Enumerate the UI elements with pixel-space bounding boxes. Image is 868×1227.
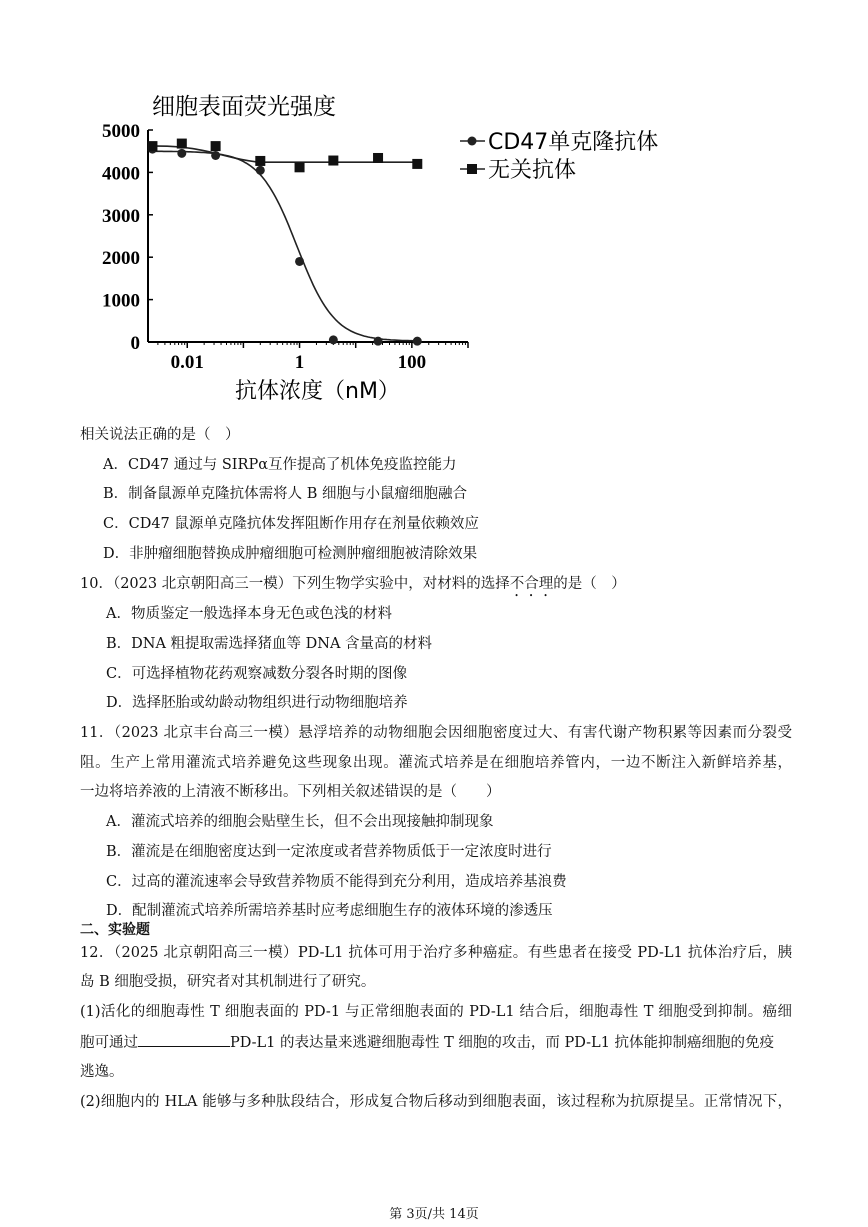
x-tick-label: 0.01 [170, 352, 204, 373]
x-tick-label: 100 [397, 352, 427, 373]
control-point [255, 156, 265, 166]
cd47-point [295, 257, 304, 266]
legend-label: CD47单克隆抗体 [488, 130, 659, 155]
q11-option-c: C．过高的灌流速率会导致营养物质不能得到充分利用，造成培养基浪费 [106, 874, 567, 890]
control-point [328, 156, 338, 166]
answer-blank[interactable] [138, 1032, 230, 1047]
q12-part1-line-3: 逃逸。 [80, 1064, 124, 1080]
q10-option-b: B．DNA 粗提取需选择猪血等 DNA 含量高的材料 [106, 636, 433, 652]
y-tick-label: 1000 [102, 290, 140, 312]
q12-part2-line-1: (2)细胞内的 HLA 能够与多种肽段结合，形成复合物后移动到细胞表面，该过程称为抗原提呈。正常情况下， [80, 1094, 792, 1110]
q12-line-2: 岛 B 细胞受损，研究者对其机制进行了研究。 [80, 974, 376, 990]
control-point [412, 159, 422, 169]
cd47-point [256, 166, 265, 175]
legend-square-marker [467, 164, 477, 174]
y-tick-label: 5000 [102, 121, 140, 142]
q12-part1-post: PD-L1 的表达量来逃避细胞毒性 T 细胞的攻击，而 PD-L1 抗体能抑制癌细胞的免疫 [230, 1035, 775, 1051]
chart-title: 细胞表面荧光强度 [152, 94, 336, 120]
cd47-point [329, 335, 338, 344]
q10-option-a: A．物质鉴定一般选择本身无色或色浅的材料 [106, 606, 392, 622]
chart-legend [460, 130, 658, 183]
chart-series [147, 139, 422, 346]
control-point [373, 153, 383, 163]
cd47-point [413, 337, 422, 346]
q11-option-a: A．灌流式培养的细胞会贴壁生长，但不会出现接触抑制现象 [106, 814, 494, 830]
q12-line-1: 12．（2025 北京朝阳高三一模）PD-L1 抗体可用于治疗多种癌症。有些患者在接受 PD-L1 抗体治疗后，胰 [80, 945, 792, 961]
q9-option-d: D．非肿瘤细胞替换成肿瘤细胞可检测肿瘤细胞被清除效果 [103, 546, 478, 562]
q11-line-3: 一边将培养液的上清液不断移出。下列相关叙述错误的是（ ） [80, 784, 501, 800]
y-tick-label: 0 [130, 333, 140, 354]
x-tick-label: 1 [294, 352, 305, 373]
control-point [147, 141, 157, 151]
section-heading: 二、实验题 [80, 922, 150, 938]
y-tick-label: 3000 [102, 205, 140, 227]
q9-option-c: C．CD47 鼠源单克隆抗体发挥阻断作用存在剂量依赖效应 [103, 516, 479, 532]
y-tick-label: 4000 [102, 163, 140, 185]
q11-option-b: B．灌流是在细胞密度达到一定浓度或者营养物质低于一定浓度时进行 [106, 844, 552, 860]
q10-stem-post: 的是（ ） [553, 576, 626, 592]
y-axis-ticks [102, 121, 153, 354]
q9-option-b: B．制备鼠源单克隆抗体需将人 B 细胞与小鼠瘤细胞融合 [103, 486, 468, 502]
q10-stem-pre: 10．（2023 北京朝阳高三一模）下列生物学实验中，对材料的选择 [80, 576, 510, 592]
q9-option-a: A．CD47 通过与 SIRPα互作提高了机体免疫监控能力 [103, 457, 457, 473]
cd47-point [374, 337, 383, 346]
cd47-point [177, 149, 186, 158]
fluorescence-chart [80, 80, 690, 410]
q10-option-d: D．选择胚胎或幼龄动物组织进行动物细胞培养 [106, 695, 408, 711]
q10-option-c: C．可选择植物花药观察减数分裂各时期的图像 [106, 666, 408, 682]
y-tick-label: 2000 [102, 248, 140, 270]
q12-part1-pre: 胞可通过 [80, 1035, 138, 1051]
q11-option-d: D．配制灌流式培养所需培养基时应考虑细胞生存的液体环境的渗透压 [106, 903, 553, 919]
q12-part1-line-2 [80, 1032, 774, 1053]
x-axis-ticks [158, 342, 468, 373]
control-point [177, 139, 187, 149]
x-axis-label: 抗体浓度（nM） [235, 379, 400, 404]
legend-circle-marker [468, 137, 477, 146]
q11-line-2: 阻。生产上常用灌流式培养避免这些现象出现。灌流式培养是在细胞培养管内，一边不断注入新鲜培养基， [80, 755, 792, 771]
q12-part1-line-1: (1)活化的细胞毒性 T 细胞表面的 PD-1 与正常细胞表面的 PD-L1 结合后，细胞毒性 T 细胞受到抑制。癌细 [80, 1004, 792, 1020]
q10-stem [80, 574, 626, 600]
page-footer: 第 3页/共 14页 [389, 1207, 479, 1222]
control-point [211, 141, 221, 151]
q9-stem: 相关说法正确的是（ ） [80, 427, 240, 443]
legend-label: 无关抗体 [488, 158, 577, 183]
q11-line-1: 11．（2023 北京丰台高三一模）悬浮培养的动物细胞会因细胞密度过大、有害代谢产物积累等因素而分裂受 [80, 725, 792, 741]
cd47-curve [152, 151, 417, 340]
control-point [295, 162, 305, 172]
q10-stem-emphasis: 不合理 [509, 576, 554, 592]
